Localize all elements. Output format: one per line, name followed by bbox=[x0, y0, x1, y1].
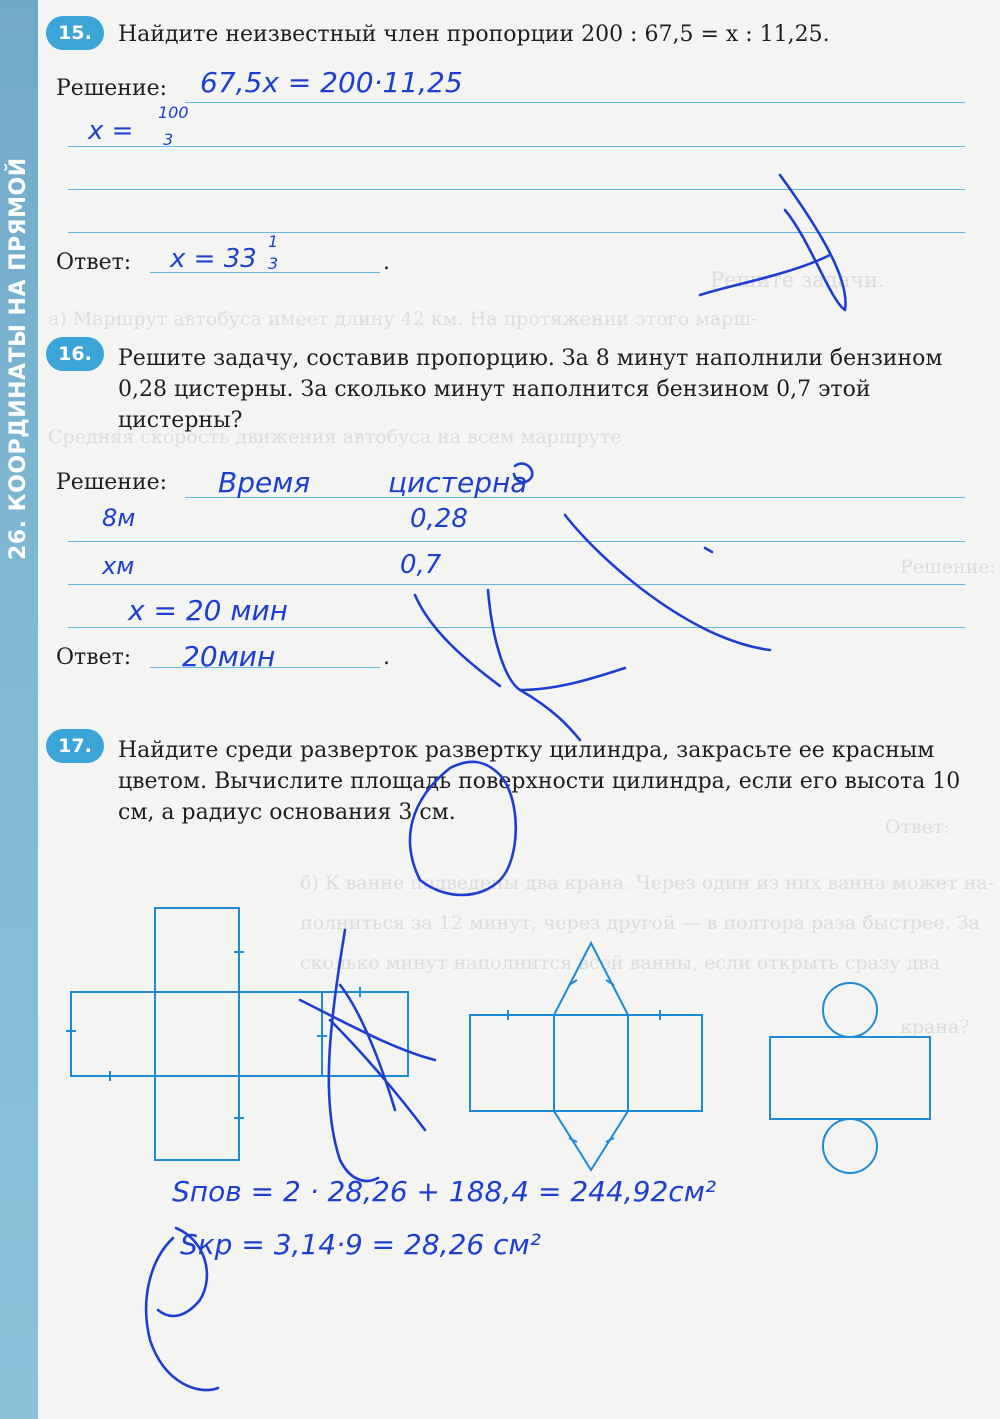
ink-scribbles bbox=[146, 175, 845, 1390]
problem-15-hw-answer-num: 1 bbox=[268, 232, 279, 251]
problem-16-hw-result: x = 20 мин bbox=[128, 594, 288, 627]
bleed-task-label: Решите задачи. bbox=[710, 268, 885, 292]
problem-17-text: Найдите среди разверток развертку цилиндра, закрасьте ее красным цветом. Вычислите площадь поверхности цилиндра, если его высота 10 см, а радиус основания 3 см. bbox=[118, 738, 961, 825]
answer-period: . bbox=[383, 250, 390, 275]
problem-15-hw-answer: x = 33 bbox=[170, 244, 257, 274]
problem-16-hw-row1-left: 8м bbox=[102, 504, 136, 532]
bleed-line-b4: крана? bbox=[900, 1016, 970, 1038]
bleed-solution-label: Решение: bbox=[900, 556, 996, 578]
problem-15-hw-line2-num: 100 bbox=[158, 103, 189, 122]
problem-16-hw-row2-right: 0,7 bbox=[400, 550, 442, 580]
problem-15-hw-line2-prefix: x = bbox=[88, 116, 134, 146]
problem-16-hw-col2-header: цистерна bbox=[388, 466, 528, 499]
problem-16-hw-row1-right: 0,28 bbox=[410, 504, 468, 534]
problem-16-hw-row2-left: xм bbox=[102, 552, 135, 580]
problem-16-answer-label: Ответ: bbox=[56, 645, 132, 670]
net-2-prism bbox=[470, 943, 702, 1170]
problem-16-solution-label: Решение: bbox=[56, 470, 168, 495]
problem-16-hw-col1-header: Время bbox=[218, 466, 311, 499]
problem-15-hw-line2-den: 3 bbox=[163, 130, 174, 149]
problem-15-hw-line1: 67,5x = 200·11,25 bbox=[200, 66, 463, 99]
problem-17-number: 17. bbox=[46, 729, 104, 763]
problem-16-text: Решите задачу, составив пропорцию. За 8 минут наполнили бензином 0,28 цистерны. За сколько минут наполнится бензином 0,7 этой цистерны? bbox=[118, 346, 943, 433]
problem-15-number: 15. bbox=[46, 16, 104, 50]
bleed-line-b2: полниться за 12 минут, через другой — в полтора раза быстрее. За bbox=[300, 912, 980, 934]
bleed-answer-label: Ответ: bbox=[885, 816, 950, 838]
bleed-line-b3: сколько минут наполнится всей ванны, если открыть сразу два bbox=[300, 952, 941, 974]
problem-15-solution-label: Решение: bbox=[56, 76, 168, 101]
problem-17-hw-line2: Sкр = 3,14·9 = 28,26 см² bbox=[180, 1228, 541, 1261]
problem-16-hw-answer: 20мин bbox=[182, 640, 276, 673]
problem-16-number: 16. bbox=[46, 337, 104, 371]
bleed-line-speed: Средняя скорость движения автобуса на всем маршруте bbox=[48, 426, 622, 448]
answer-period: . bbox=[383, 645, 390, 670]
problem-15-answer-label: Ответ: bbox=[56, 250, 132, 275]
problem-17-hw-line1: Sпов = 2 · 28,26 + 188,4 = 244,92см² bbox=[172, 1175, 717, 1208]
bleed-line-a: а) Маршрут автобуса имеет длину 42 км. На протяжении этого марш- bbox=[48, 308, 758, 330]
bleed-line-b1: б) К ванне подведены два крана. Через один из них ванна может на- bbox=[300, 872, 994, 894]
problem-15-hw-answer-den: 3 bbox=[268, 254, 279, 273]
chapter-title: 26. КООРДИНАТЫ НА ПРЯМОЙ bbox=[6, 157, 31, 560]
net-1-cross bbox=[66, 908, 408, 1160]
problem-15-text: Найдите неизвестный член пропорции 200 : 67,5 = x : 11,25. bbox=[118, 22, 830, 47]
net-3-cylinder bbox=[770, 983, 930, 1173]
